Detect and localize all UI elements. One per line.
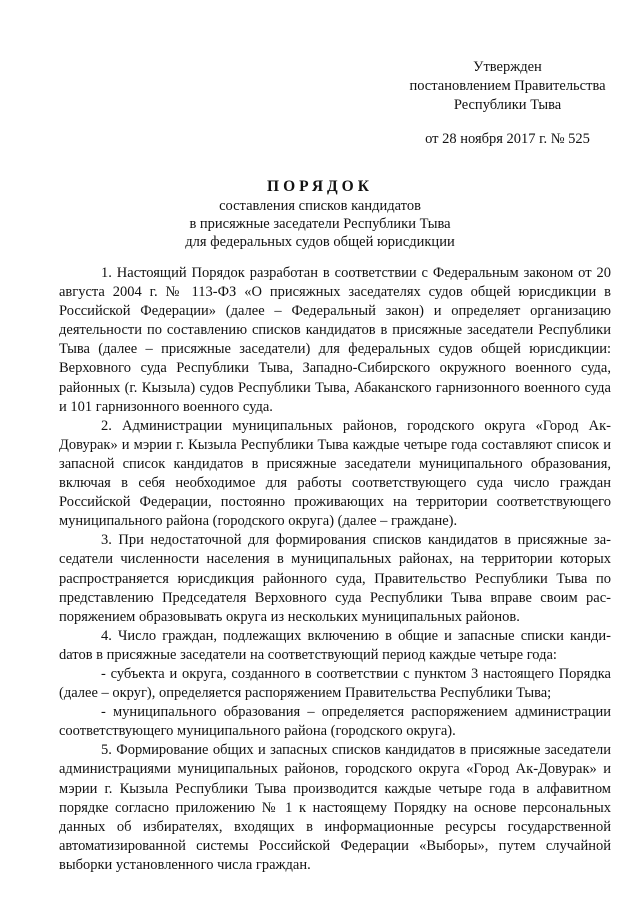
approval-line-resolution: постановлением Правительства (409, 78, 606, 94)
approval-date: от 28 ноября 2017 г. № 525 (425, 131, 590, 147)
paragraph-4-item-municipal: - муниципального образования – определяется распоряжением администрации соответствующего муниципального района (городского округа). (59, 704, 611, 740)
paragraph-3: 3. При недостаточной для формирования списков кандидатов в присяжные заседатели численности населения в муниципальных районах, на территории которых распространяется юрисдикция районного суда, Правительство Республики Тыва по представлению Председателя Верховного суда Республики Тыва вправе своим распоряжением образовывать округа из нескольких муниципальных районов. (59, 532, 611, 625)
paragraph-1: 1. Настоящий Порядок разработан в соответствии с Федеральным законом от 20 августа 2004 г. № 113-ФЗ «О присяжных заседателях судов общей юрисдикции в Российской Федерации» (далее – Федеральный закон) и определяет организацию деятельности по составлению списков кандидатов в присяжные заседатели Республики Тыва (далее – присяжные заседатели) для федеральных судов общей юрисдикции: Верховного суда Республики Тыва, Западно-Сибирского окружного военного суда, районных (г. Кызыла) судов Республики Тыва, Абаканского гарнизонного военного суда и 101 гарнизонного военного суда. (59, 265, 611, 415)
document-subtitle-line-2: в присяжные заседатели Республики Тыва (189, 216, 451, 232)
document-body (59, 264, 611, 875)
document-heading (60, 177, 580, 251)
document-subtitle-line-1: составления списков кандидатов (219, 198, 421, 214)
approval-line-republic: Республики Тыва (453, 97, 562, 113)
paragraph-2: 2. Администрации муниципальных районов, городского округа «Город Ак-Довурак» и мэрии г. Кызыла Республики Тыва каждые четыре года составляют список и запасной список кандидатов в присяжные заседатели муниципального образования, включая в себя необходимое для работы соответствующего суда число граждан Российской Федерации, постоянно проживающих на территории соответствующего муниципального района (городского округа) (далее – граждане). (59, 417, 611, 530)
paragraph-5: 5. Формирование общих и запасных списков кандидатов в присяжные заседатели администрациями муниципальных районов, городского округа «Город Ак-Довурак» и мэрии г. Кызыла Республики Тыва производится каждые четыре года в алфавитном порядке согласно приложению № 1 к настоящему Порядку на основе персональных данных об избирателях, входящих в информационные ресурсы государственной автоматизированной системы Российской Федерации «Выборы», путем случайной выборки установленного числа граждан. (59, 742, 611, 873)
approval-stamp (400, 58, 615, 149)
paragraph-4: 4. Число граждан, подлежащих включению в общие и запасные списки кандиdатов в присяжные заседатели на соответствующий период каждые четыре года: (59, 627, 611, 663)
document-title: ПОРЯДОК (267, 178, 373, 195)
approval-line-approved: Утвержден (473, 59, 542, 75)
document-subtitle-line-3: для федеральных судов общей юрисдикции (185, 234, 455, 250)
paragraph-4-item-subject: - субъекта и округа, созданного в соответствии с пунктом 3 настоящего Порядка (далее – округ), определяется распоряжением Правительства Республики Тыва; (59, 665, 611, 702)
